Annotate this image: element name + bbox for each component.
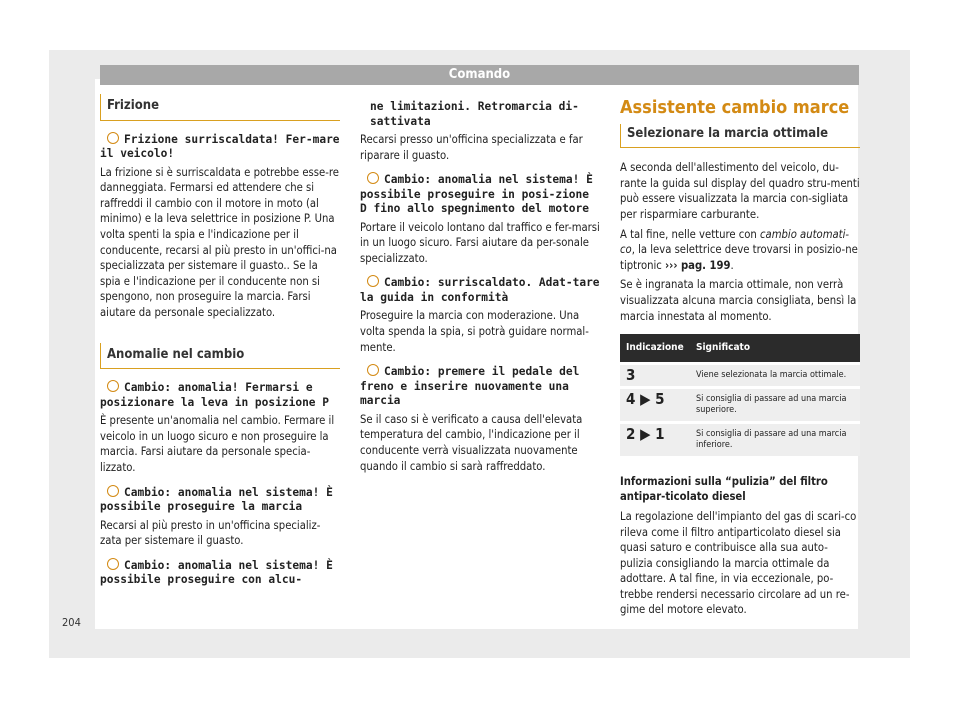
warning-text: È presente un'anomalia nel cambio. Fermare il veicolo in un luogo sicuro e non proseguire la marcia. Farsi aiutare da personale specia-lizzato. (100, 414, 335, 474)
warning-circle-icon (367, 172, 379, 184)
warning-heading (360, 274, 600, 305)
warning-title: Cambio: surriscaldato. Adat-tare la guida in conformità (360, 276, 600, 304)
warning-title: Cambio: anomalia nel sistema! È possibile proseguire con alcu- (100, 558, 333, 587)
gear-meaning: Si consiglia di passare ad una marcia inferiore. (690, 422, 860, 456)
table-row (620, 387, 860, 422)
warning-circle-icon (367, 275, 379, 287)
warning-heading (100, 557, 340, 588)
warning-circle-icon (107, 558, 119, 570)
gear-indication-table (620, 334, 860, 456)
warning-title-continued: ne limitazioni. Retromarcia di-sattivata (370, 100, 579, 128)
column-header: Indicazione (620, 334, 690, 363)
gear-indicator: 2 ▶ 1 (620, 422, 690, 456)
column-3 (620, 94, 860, 622)
paragraph: A seconda dell'allestimento del veicolo, du-rante la guida sul display del quadro stru-menti può essere visualizzata la marcia con-sigliata per risparmiare carburante. (620, 161, 860, 221)
emphasis-text: cambio automati-co (620, 227, 850, 257)
column-2 (360, 100, 600, 478)
column-header: Significato (690, 334, 860, 363)
warning-circle-icon (107, 132, 119, 144)
gear-indicator: 4 ▶ 5 (620, 387, 690, 422)
warning-text: Se il caso si è verificato a causa dell'elevata temperatura del cambio, l'indicazione per il conducente verrà visualizzata nuovamente quando il cambio si sarà raffreddato. (360, 412, 583, 473)
warning-text: La frizione si è surriscaldata e potrebbe esse-re danneggiata. Fermarsi ed attendere che si raffreddi il cambio con il motore in moto (al minimo) e la leva selettrice in posizione P. Una volta spenti la spia e l'indicazione per il conducente, recarsi al più presto in un'offici-na specializzata per sistemare il guasto.. Se la spia e l'indicazione per il conducente non si spengono, non proseguire la marcia. Farsi aiutare da personale specializzato. (100, 165, 339, 319)
subsection-title: Selezionare la marcia ottimale (620, 124, 860, 149)
section-title-anomalie: Anomalie nel cambio (100, 343, 340, 370)
warning-text: Recarsi presso un'officina specializzata e far riparare il guasto. (360, 133, 583, 162)
chapter-header: Comando (100, 65, 859, 85)
gear-indicator: 3 (620, 363, 690, 387)
warning-circle-icon (107, 380, 119, 392)
warning-heading (360, 363, 600, 409)
text-run: . (730, 258, 734, 272)
warning-text: Portare il veicolo lontano dal traffico e fer-marsi in un luogo sicuro. Farsi aiutare da per-sonale specializzato. (360, 220, 600, 265)
warning-title: Cambio: anomalia nel sistema! È possibile proseguire in posi-zione D fino allo spegnimento del motore (360, 173, 593, 216)
warning-title: Cambio: premere il pedale del freno e inserire nuovamente una marcia (360, 365, 580, 408)
warning-heading (100, 484, 340, 515)
gear-meaning: Viene selezionata la marcia ottimale. (690, 363, 860, 387)
warning-heading (360, 171, 600, 217)
table-row (620, 422, 860, 456)
warning-title: Cambio: anomalia nel sistema! È possibile proseguire la marcia (100, 485, 333, 513)
paragraph: Se è ingranata la marcia ottimale, non verrà visualizzata alcuna marcia consigliata, bensì la marcia innestata al momento. (620, 278, 857, 323)
warning-heading (100, 131, 340, 162)
warning-text: Proseguire la marcia con moderazione. Una volta spenda la spia, si potrà guidare normal-mente. (360, 309, 589, 354)
warning-text: Recarsi al più presto in un'officina specializ-zata per sistemare il guasto. (100, 518, 321, 548)
paragraph: La regolazione dell'impianto del gas di scari-co rileva come il filtro antiparticolato diesel sia quasi saturo e contribuisce alla sua auto-pulizia consigliando la marcia ottimale da adottare. A tal fine, in via eccezionale, po-trebbe rendersi necessario circolare ad un re-gime del motore elevato. (620, 509, 857, 617)
gear-meaning: Si consiglia di passare ad una marcia superiore. (690, 387, 860, 422)
warning-title: Frizione surriscaldata! Fer-mare il veicolo! (100, 132, 340, 161)
warning-heading (100, 379, 340, 410)
info-heading: Informazioni sulla “pulizia” del filtro antipar-ticolato diesel (620, 474, 828, 504)
column-1 (100, 94, 340, 591)
text-run: , la leva selettrice deve trovarsi in posizio-ne tiptronic (620, 243, 858, 272)
page-number: 204 (62, 616, 81, 629)
text-run: A tal fine, nelle vetture con (620, 227, 761, 241)
section-title-frizione: Frizione (100, 94, 340, 121)
section-title-assistente: Assistente cambio marce (620, 97, 850, 118)
warning-circle-icon (367, 364, 379, 376)
page-reference-link[interactable]: ››› pag. 199 (665, 258, 731, 272)
paragraph (620, 227, 860, 274)
warning-title: Cambio: anomalia! Fermarsi e posizionare la leva in posizione P (100, 381, 330, 409)
warning-circle-icon (107, 485, 119, 497)
table-row (620, 363, 860, 387)
table-header-row (620, 334, 860, 363)
